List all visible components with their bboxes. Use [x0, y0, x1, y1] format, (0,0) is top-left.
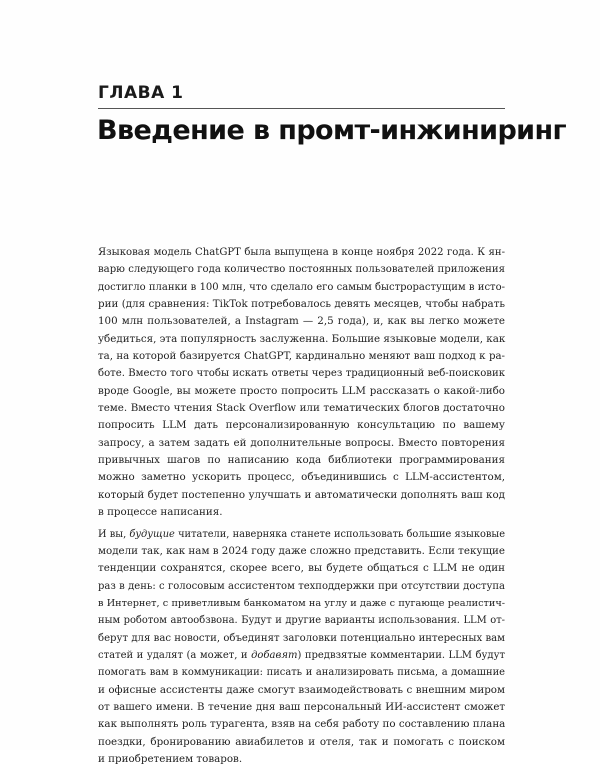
- text-line: та, на которой базируется ChatGPT, кардинально меняют ваш подход к ра-: [98, 348, 505, 365]
- paragraph-2: [98, 526, 505, 768]
- text-line: можно заметно ускорить процесс, объединившись с LLM-ассистентом,: [98, 469, 505, 486]
- text-line: берут для вас новости, объединят заголовки потенциально интересных вам: [98, 630, 505, 647]
- text-run: статей и удалят (а может, и: [98, 650, 251, 661]
- text-line: помогать вам в коммуникации: писать и анализировать письма, а домашние: [98, 664, 505, 681]
- text-line: достигло планки в 100 млн, что сделало его самым быстрорастущим в исто-: [98, 279, 505, 296]
- text-line: ным роботом автообзвона. Будут и другие варианты использования. LLM от-: [98, 612, 505, 629]
- text-line: теме. Вместо чтения Stack Overflow или тематических блогов достаточно: [98, 400, 505, 417]
- chapter-title: Введение в промт-инжиниринг: [97, 115, 566, 146]
- text-line: вроде Google, вы можете просто попросить LLM рассказать о какой-либо: [98, 383, 505, 400]
- text-line: попросить LLM дать персонализированную консультацию по вашему: [98, 417, 505, 434]
- text-line: как выполнять роль турагента, взяв на себя работу по составлению плана: [98, 716, 505, 733]
- text-line: раз в день: с голосовым ассистентом техподдержки при отсутствии доступа: [98, 578, 505, 595]
- text-line: Языковая модель ChatGPT была выпущена в конце ноября 2022 года. К ян-: [98, 244, 505, 261]
- text-line: в процессе написания.: [98, 504, 505, 521]
- emphasis-text: будущие: [129, 529, 174, 540]
- text-line: и приобретением товаров.: [98, 751, 505, 768]
- text-line: тенденции сохранятся, скорее всего, вы будете общаться с LLM не один: [98, 560, 505, 577]
- chapter-divider: [98, 108, 505, 109]
- text-line: [98, 647, 505, 664]
- paragraph-1: [98, 244, 505, 522]
- text-line: привычных шагов по написанию кода библиотеки программирования: [98, 452, 505, 469]
- emphasis-text: добавят: [251, 650, 297, 661]
- text-line: варю следующего года количество постоянных пользователей приложения: [98, 261, 505, 278]
- text-line: модели так, как нам в 2024 году даже сложно представить. Если текущие: [98, 543, 505, 560]
- text-line: запросу, а затем задать ей дополнительные вопросы. Вместо повторения: [98, 435, 505, 452]
- text-run: И вы,: [98, 529, 129, 540]
- text-line: который будет постепенно улучшать и автоматически дополнять ваш код: [98, 487, 505, 504]
- text-run: читатели, наверняка станете использовать большие языковые: [175, 529, 505, 540]
- text-line: поездки, бронированию авиабилетов и отеля, так и помогать с поиском: [98, 734, 505, 751]
- text-line: 100 млн пользователей, а Instagram — 2,5 года), и, как вы легко можете: [98, 313, 505, 330]
- text-line: и офисные ассистенты даже смогут взаимодействовать с внешним миром: [98, 682, 505, 699]
- text-line: от вашего имени. В течение дня ваш персональный ИИ-ассистент сможет: [98, 699, 505, 716]
- text-run: ) предвзятые комментарии. LLM будут: [297, 650, 505, 661]
- text-line: рии (для сравнения: TikTok потребовалось девять месяцев, чтобы набрать: [98, 296, 505, 313]
- chapter-label: ГЛАВА 1: [98, 83, 183, 103]
- text-line: убедиться, эта популярность заслуженна. Большие языковые модели, как: [98, 331, 505, 348]
- text-line: [98, 526, 505, 543]
- text-line: в Интернет, с приветливым банкоматом на углу и даже с пугающе реалистич-: [98, 595, 505, 612]
- body-text: [98, 244, 505, 768]
- text-line: боте. Вместо того чтобы искать ответы через традиционный веб-поисковик: [98, 365, 505, 382]
